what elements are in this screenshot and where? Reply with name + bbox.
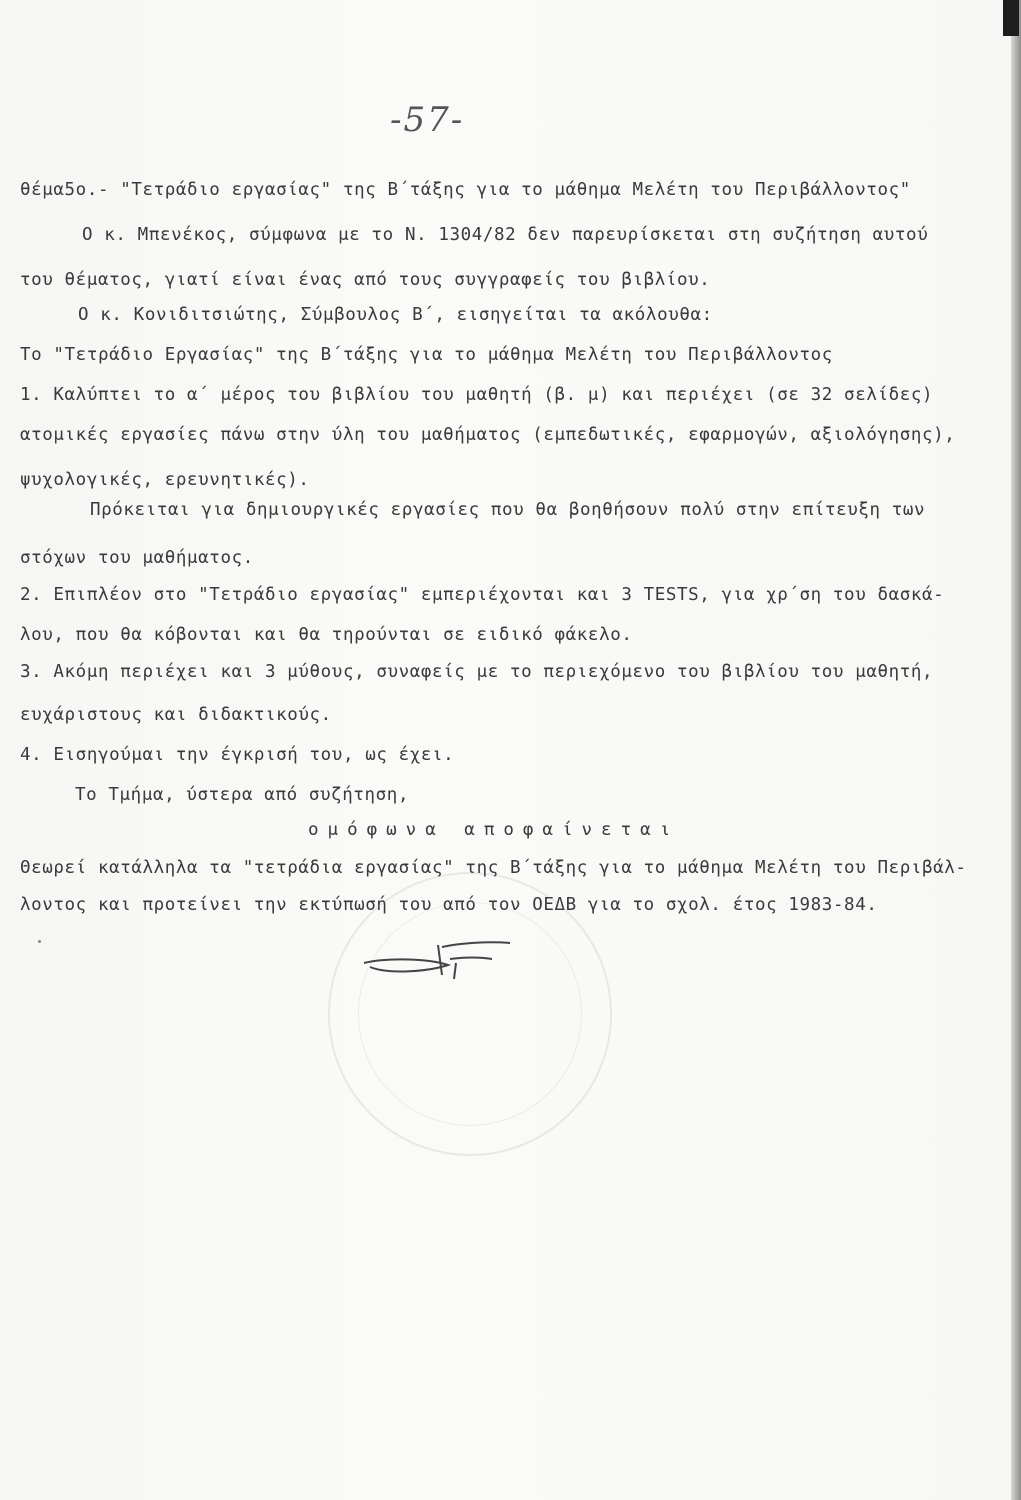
binding-mark — [1003, 0, 1019, 36]
paragraph-line: λου, που θα κόβονται και θα τηρούνται σε ειδικό φάκελο. — [20, 625, 633, 645]
list-item-1: 1. Καλύπτει το α΄ μέρος του βιβλίου του μαθητή (β. μ) και περιέχει (σε 32 σελίδες) — [20, 385, 934, 405]
decision-line: Θεωρεί κατάλληλα τα "τετράδια εργασίας" της Β΄τάξης για το μάθημα Μελέτη του Περιβάλ- — [20, 858, 967, 878]
paragraph-line: ατομικές εργασίες πάνω στην ύλη του μαθήματος (εμπεδωτικές, εφαρμογών, αξιολόγησης), — [20, 425, 956, 445]
paragraph-line: του θέματος, γιατί είναι ένας από τους συγγραφείς του βιβλίου. — [20, 270, 711, 290]
paragraph-line: στόχων του μαθήματος. — [20, 548, 254, 568]
list-item-4: 4. Εισηγούμαι την έγκρισή του, ως έχει. — [20, 745, 455, 765]
paragraph-line: ευχάριστους και διδακτικούς. — [20, 705, 332, 725]
faded-stamp — [328, 872, 612, 1156]
paragraph-line: Ο κ. Κονιδιτσιώτης, Σύμβουλος Β΄, εισηγείται τα ακόλουθα: — [78, 305, 713, 325]
page-edge-shadow — [1011, 0, 1021, 1500]
paragraph-line: Το "Τετράδιο Εργασίας" της Β΄τάξης για το μάθημα Μελέτη του Περιβάλλοντος — [20, 345, 833, 365]
decision-line: λοντος και προτείνει την εκτύπωσή του από τον ΟΕΔΒ για το σχολ. έτος 1983-84. — [20, 895, 878, 915]
paragraph-line: ψυχολογικές, ερευνητικές). — [20, 470, 310, 490]
paragraph-line: Πρόκειται για δημιουργικές εργασίες που θα βοηθήσουν πολύ στην επίτευξη των — [90, 500, 926, 520]
paragraph-line: Το Τμήμα, ύστερα από συζήτηση, — [75, 785, 410, 805]
paragraph-line: Ο κ. Μπενέκος, σύμφωνα με το Ν. 1304/82 δεν παρευρίσκεται στη συζήτηση αυτού — [82, 225, 929, 245]
ink-dot — [38, 940, 41, 943]
list-item-3: 3. Ακόμη περιέχει και 3 μύθους, συναφείς με το περιεχόμενο του βιβλίου του μαθητή, — [20, 662, 934, 682]
decision-heading: ομόφωνα αποφαίνεται — [308, 820, 680, 840]
handwritten-signature — [360, 935, 520, 990]
list-item-2: 2. Επιπλέον στο "Τετράδιο εργασίας" εμπεριέχονται και 3 TESTS, για χρ΄ση του δασκά- — [20, 585, 945, 605]
page-number: -57- — [390, 100, 465, 140]
topic-heading: θέμα5ο.- "Τετράδιο εργασίας" της Β΄τάξης για το μάθημα Μελέτη του Περιβάλλοντος" — [20, 180, 911, 200]
